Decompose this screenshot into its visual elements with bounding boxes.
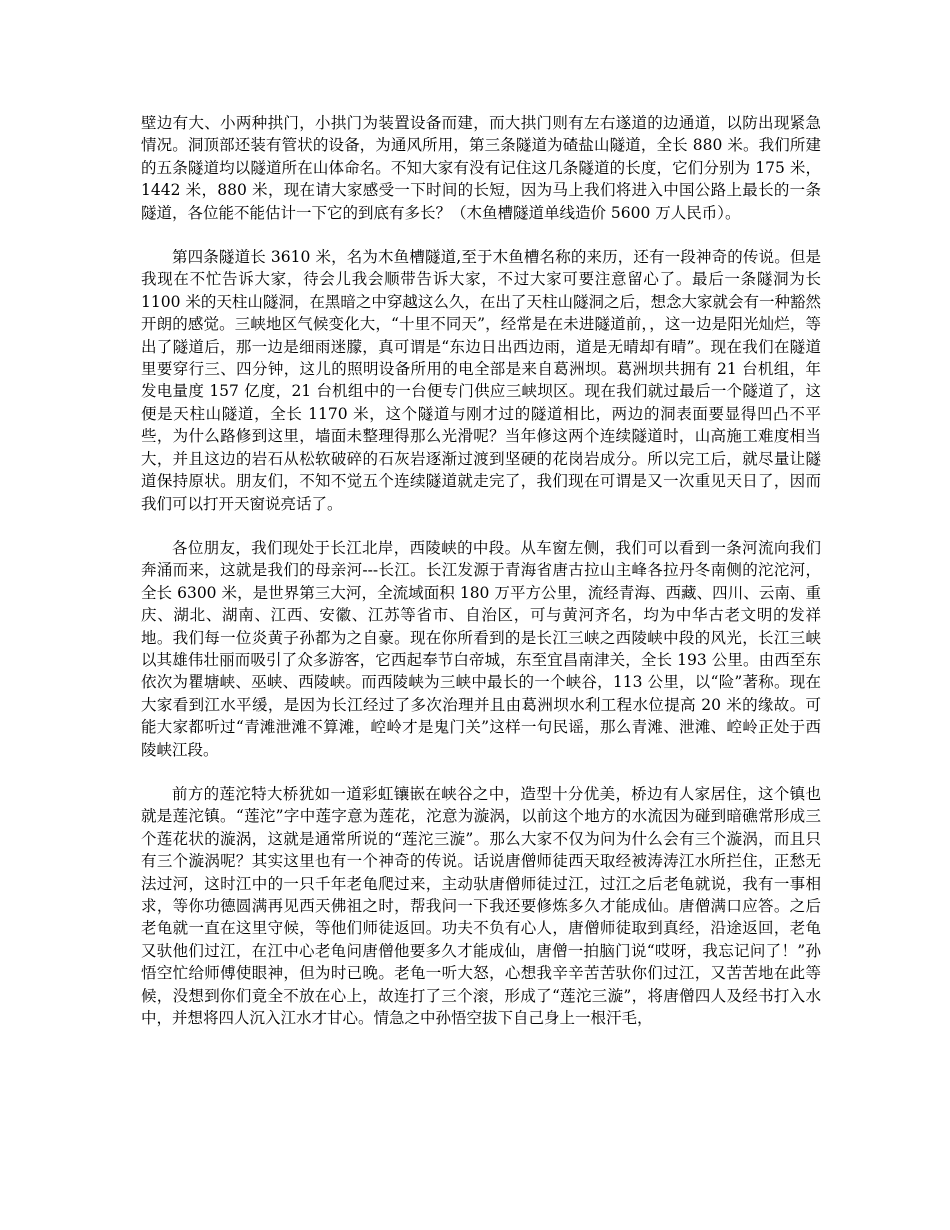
paragraph-yangtze-river: 各位朋友，我们现处于长江北岸，西陵峡的中段。从车窗左侧，我们可以看到一条河流向我们奔涌而来，这就是我们的母亲河---长江。长江发源于青海省唐古拉山主峰各拉丹冬南侧的沱沱河，全长 6300 米，是世界第三大河，全流域面积 180 万平方公里，流经青海、西藏、四川、云南、重庆、湖北、湖南、江西、安徽、江苏等省市、自治区，可与黄河齐名，均为中华古老文明的发祥地。我们每一位炎黄子孙都为之自豪。现在你所看到的是长江三峡之西陵峡中段的风光，长江三峡以其雄伟壮丽而吸引了众多游客，它西起奉节白帝城，东至宜昌南津关，全长 193 公里。由西至东依次为瞿塘峡、巫峡、西陵峡。而西陵峡为三峡中最长的一个峡谷，113 公里，以“险”著称。现在大家看到江水平缓，是因为长江经过了多次治理并且由葛洲坝水利工程水位提高 20 米的缘故。可能大家都听过“青滩泄滩不算滩，崆岭才是鬼门关”这样一句民谣，那么青滩、泄滩、崆岭正处于西陵峡江段。: [141, 538, 821, 759]
paragraph-tunnel-arches: 壁边有大、小两种拱门，小拱门为装置设备而建，而大拱门则有左右遂道的边通道，以防出现紧急情况。洞顶部还装有管状的设备，为通风所用，第三条隧道为碴盐山隧道，全长 880 米。我们所建的五条隧道均以隧道所在山体命名。不知大家有没有记住这几条隧道的长度，它们分别为 175 米，1442 米，880 米，现在请大家感受一下时间的长短，因为马上我们将进入中国公路上最长的一条隧道，各位能不能估计一下它的到底有多长？（木鱼槽隧道单线造价 5600 万人民币）。: [141, 114, 821, 222]
document-body: [141, 112, 821, 1051]
paragraph-muyucao-tunnel: 第四条隧道长 3610 米，名为木鱼槽隧道,至于木鱼槽名称的来历，还有一段神奇的传说。但是我现在不忙告诉大家，待会儿我会顺带告诉大家，不过大家可要注意留心了。最后一条隧洞为长 1100 米的天柱山隧洞，在黑暗之中穿越这么久，在出了天柱山隧洞之后，想念大家就会有一种豁然开朗的感觉。三峡地区气候变化大，“十里不同天”，经常是在未进隧道前，，这一边是阳光灿烂，等出了隧道后，那一边是细雨迷朦，真可谓是“东边日出西边雨，道是无晴却有晴”。现在我们在隧道里要穿行三、四分钟，这儿的照明设备所用的电全部是来自葛洲坝。葛洲坝共拥有 21 台机组，年发电量度 157 亿度，21 台机组中的一台便专门供应三峡坝区。现在我们就过最后一个隧道了，这便是天柱山隧道，全长 1170 米，这个隧道与刚才过的隧道相比，两边的洞表面要显得凹凸不平些，为什么路修到这里，墙面未整理得那么光滑呢？当年修这两个连续隧道时，山高施工难度相当大，并且这边的岩石从松软破碎的石灰岩逐渐过渡到坚硬的花岗岩成分。所以完工后，就尽量让隧道保持原状。朋友们，不知不觉五个连续隧道就走完了，我们现在可谓是又一次重见天日了，因而我们可以打开天窗说亮话了。: [141, 248, 821, 513]
paragraph-liantuo-bridge: 前方的莲沱特大桥犹如一道彩虹镶嵌在峡谷之中，造型十分优美，桥边有人家居住，这个镇也就是莲沱镇。“莲沱”字中莲字意为莲花，沱意为漩涡，以前这个地方的水流因为碰到暗礁常形成三个莲花状的漩涡，这就是通常所说的“莲沱三漩”。那么大家不仅为问为什么会有三个漩涡，而且只有三个漩涡呢？其实这里也有一个神奇的传说。话说唐僧师徒西天取经被涛涛江水所拦住，正愁无法过河，这时江中的一只千年老龟爬过来，主动驮唐僧师徒过江，过江之后老龟就说，我有一事相求，等你功德圆满再见西天佛祖之时，帮我问一下我还要修炼多久才能成仙。唐僧满口应答。之后老龟就一直在这里守候，等他们师徒返回。功夫不负有心人，唐僧师徒取到真经，沿途返回，老龟又驮他们过江，在江中心老龟问唐僧他要多久才能成仙，唐僧一拍脑门说“哎呀，我忘记问了！”孙悟空忙给师傅使眼神，但为时已晚。老龟一听大怒，心想我辛辛苦苦驮你们过江，又苦苦地在此等候，没想到你们竟全不放在心上，故连打了三个滚，形成了“莲沱三漩”，将唐僧四人及经书打入水中，并想将四人沉入江水才甘心。情急之中孙悟空拔下自己身上一根汗毛，: [141, 784, 821, 1028]
